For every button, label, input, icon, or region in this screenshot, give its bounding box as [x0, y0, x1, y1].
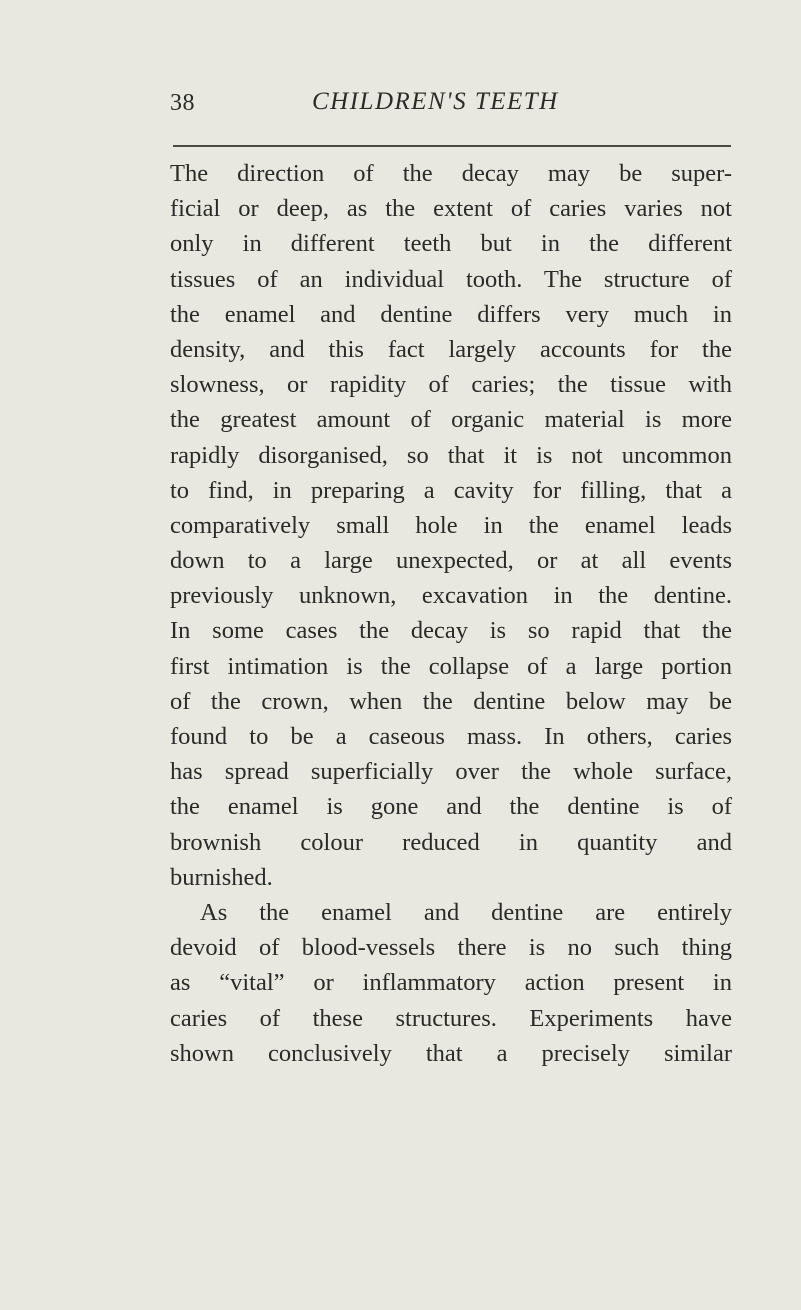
text-line: tissues of an individual tooth. The structure of	[170, 265, 732, 293]
running-head	[170, 86, 730, 126]
text-line: the enamel and dentine differs very much in	[170, 300, 732, 328]
text-line: has spread superficially over the whole surface,	[170, 758, 732, 786]
text-line: the greatest amount of organic material is more	[170, 406, 732, 434]
header-rule	[173, 145, 731, 147]
text-line: slowness, or rapidity of caries; the tissue with	[170, 371, 732, 399]
page-number: 38	[170, 90, 195, 116]
text-line: as “vital” or inflammatory action present in	[170, 969, 732, 997]
text-line: ficial or deep, as the extent of caries varies not	[170, 195, 732, 223]
text-line: brownish colour reduced in quantity and	[170, 828, 732, 856]
text-line: density, and this fact largely accounts for the	[170, 335, 732, 363]
text-line: comparatively small hole in the enamel leads	[170, 511, 732, 539]
text-line: first intimation is the collapse of a large portion	[170, 652, 732, 680]
text-line: rapidly disorganised, so that it is not uncommon	[170, 441, 732, 469]
text-line: The direction of the decay may be super-	[170, 160, 732, 187]
text-line: devoid of blood-vessels there is no such thing	[170, 934, 732, 962]
text-line: the enamel is gone and the dentine is of	[170, 793, 732, 821]
running-title: CHILDREN'S TEETH	[312, 88, 559, 115]
text-line: found to be a caseous mass. In others, caries	[170, 723, 732, 750]
text-line: only in different teeth but in the different	[170, 230, 732, 258]
text-line: previously unknown, excavation in the dentine.	[170, 582, 732, 610]
body-text	[170, 156, 732, 1071]
text-line: In some cases the decay is so rapid that the	[170, 617, 732, 645]
text-line: caries of these structures. Experiments have	[170, 1004, 732, 1032]
text-line: of the crown, when the dentine below may be	[170, 687, 732, 715]
text-line-paragraph-start: As the enamel and dentine are entirely	[200, 898, 732, 926]
text-line: to find, in preparing a cavity for filling, that a	[170, 476, 732, 504]
text-line-paragraph-end: burnished.	[170, 863, 273, 891]
text-line: down to a large unexpected, or at all events	[170, 547, 732, 575]
text-line: shown conclusively that a precisely similar	[170, 1039, 732, 1067]
